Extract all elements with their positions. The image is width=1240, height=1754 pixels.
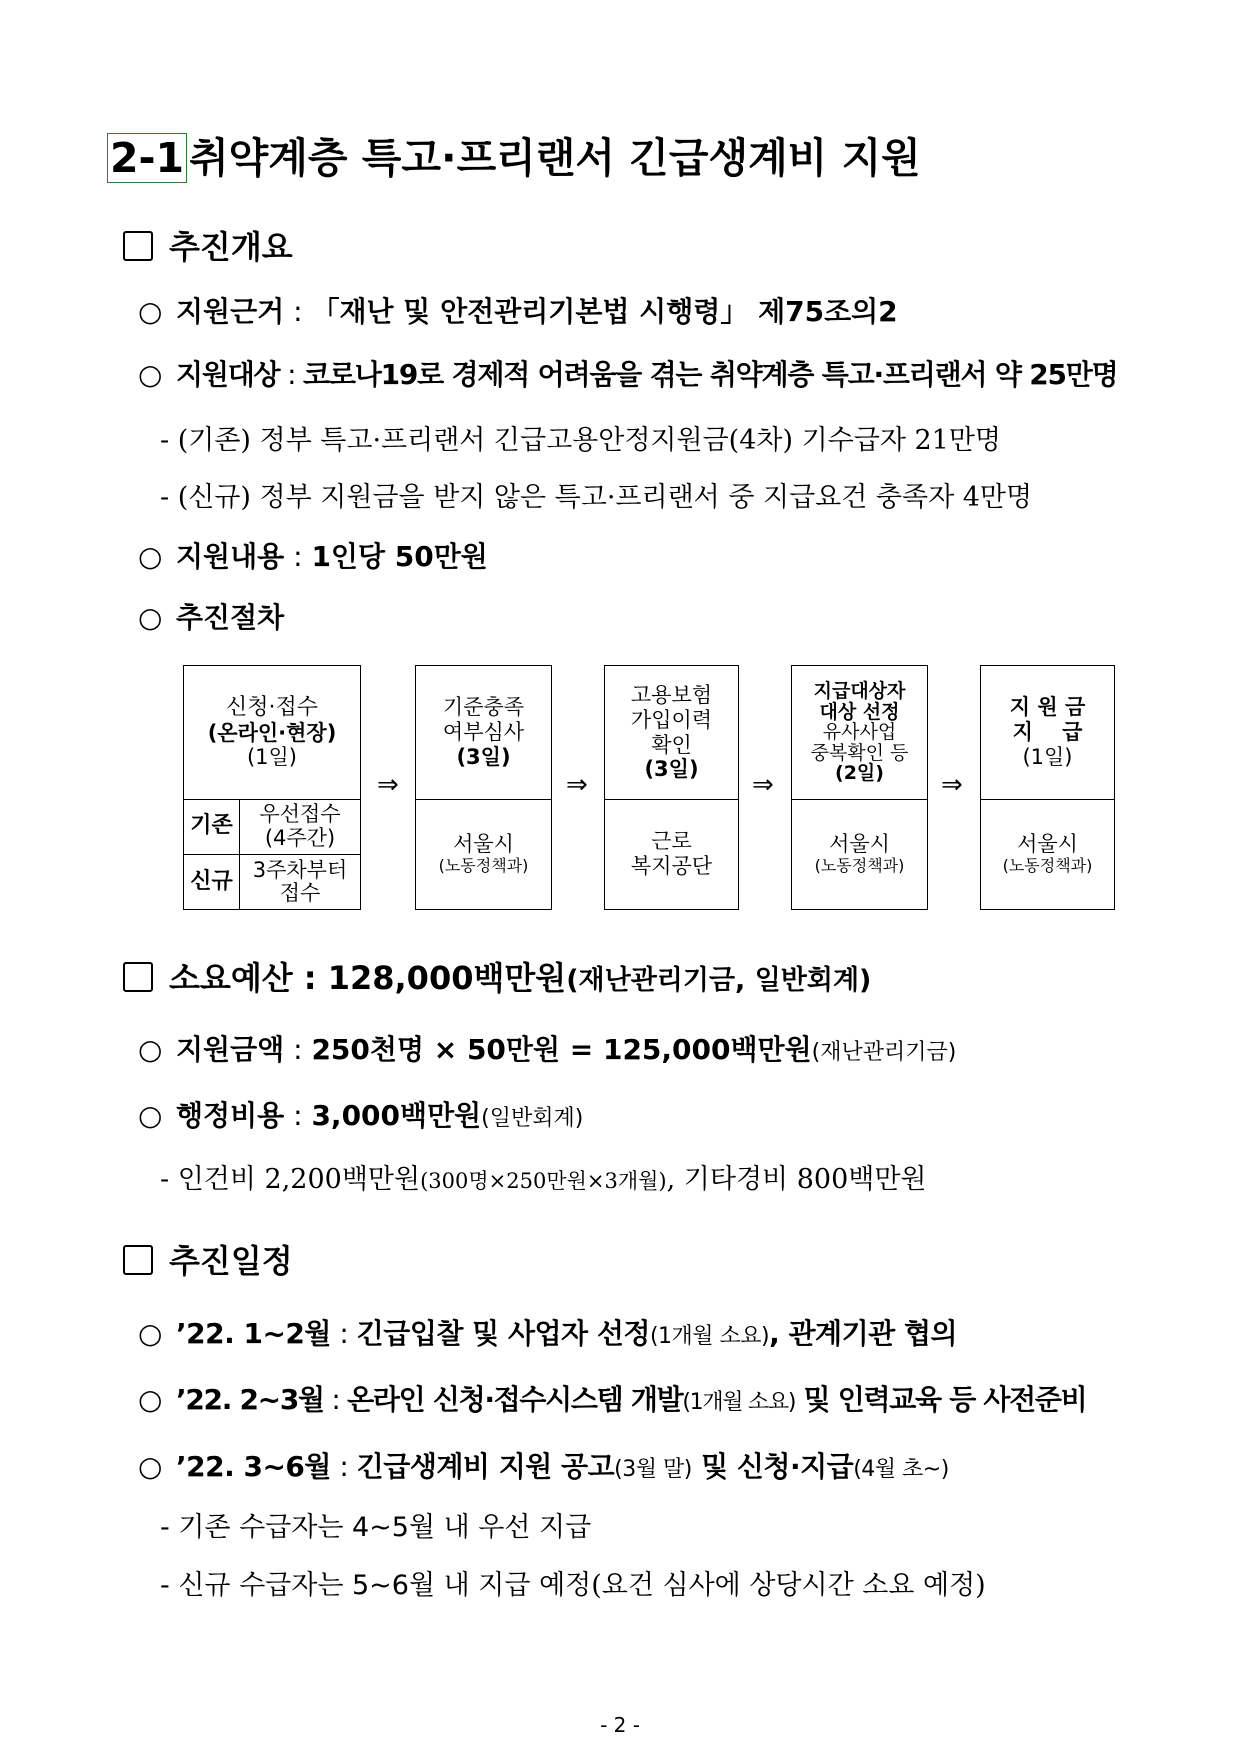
flow-step-screening: 기준충족 여부심사 (3일) 서울시 (노동정책과) bbox=[415, 665, 552, 910]
flow-arrow-icon: ⇒ bbox=[752, 770, 774, 800]
checkbox-square-icon bbox=[123, 231, 153, 261]
new-label: 신규 bbox=[184, 855, 240, 909]
flow-step-insurance-check: 고용보험 가입이력 확인 (3일) 근로 복지공단 bbox=[604, 665, 739, 910]
circle-bullet-icon: ○ bbox=[138, 540, 163, 573]
bullet-target: ○ 지원대상 : 코로나19로 경제적 어려움을 겪는 취약계층 특고·프리랜서 약 25만명 bbox=[138, 358, 1118, 391]
circle-bullet-icon: ○ bbox=[138, 1033, 163, 1066]
checkbox-square-icon bbox=[123, 1245, 153, 1275]
existing-detail: 우선접수 (4주간) bbox=[240, 799, 360, 855]
circle-bullet-icon: ○ bbox=[138, 1099, 163, 1132]
bullet-content: ○ 지원내용 : 1인당 50만원 bbox=[138, 540, 488, 573]
flow-step-selection: 지급대상자 대상 선정 유사사업 중복확인 등 (2일) 서울시 (노동정책과) bbox=[791, 665, 928, 910]
title-text: 취약계층 특고·프리랜서 긴급생계비 지원 bbox=[189, 134, 921, 182]
section-heading-overview: 추진개요 bbox=[123, 222, 293, 268]
bullet-procedure: ○ 추진절차 bbox=[138, 601, 285, 634]
circle-bullet-icon: ○ bbox=[138, 601, 163, 634]
circle-bullet-icon: ○ bbox=[138, 1450, 162, 1483]
section-heading-budget: 소요예산 : 128,000백만원(재난관리기금, 일반회계) bbox=[123, 953, 871, 999]
existing-label: 기존 bbox=[184, 799, 240, 855]
schedule-item-3: ○ ’22. 3~6월 : 긴급생계비 지원 공고(3월 말) 및 신청·지급(4월 초~) bbox=[138, 1450, 949, 1483]
flow-step-payment: 지 원 금 지 급 (1일) 서울시 (노동정책과) bbox=[980, 665, 1115, 910]
admin-detail: - 인건비 2,200백만원(300명×250만원×3개월), 기타경비 800백만원 bbox=[160, 1164, 927, 1195]
flow-arrow-icon: ⇒ bbox=[941, 770, 963, 800]
schedule-sub-existing: - 기존 수급자는 4~5월 내 우선 지급 bbox=[160, 1512, 592, 1543]
section-number: 2-1 bbox=[107, 133, 187, 183]
page-title bbox=[107, 130, 921, 186]
schedule-sub-new: - 신규 수급자는 5~6월 내 지급 예정(요건 심사에 상당시간 소요 예정) bbox=[160, 1570, 986, 1601]
circle-bullet-icon: ○ bbox=[138, 1317, 162, 1350]
circle-bullet-icon: ○ bbox=[138, 1383, 162, 1416]
flow-arrow-icon: ⇒ bbox=[377, 770, 399, 800]
schedule-item-2: ○ ’22. 2~3월 : 온라인 신청·접수시스템 개발(1개월 소요) 및 인력교육 등 사전준비 bbox=[138, 1383, 1087, 1416]
flow-arrow-icon: ⇒ bbox=[566, 770, 588, 800]
flow-step-application: 신청·접수 (온라인·현장) (1일) 기존 우선접수 (4주간) 신규 3주차부터 접수 bbox=[183, 665, 361, 910]
new-detail: 3주차부터 접수 bbox=[252, 857, 348, 905]
bullet-basis: ○ 지원근거 : 「재난 및 안전관리기본법 시행령」 제75조의2 bbox=[138, 295, 898, 328]
target-new: - (신규) 정부 지원금을 받지 않은 특고·프리랜서 중 지급요건 충족자 4만명 bbox=[160, 482, 1033, 513]
page-number: - 2 - bbox=[600, 1713, 640, 1737]
circle-bullet-icon: ○ bbox=[138, 295, 163, 328]
schedule-item-1: ○ ’22. 1~2월 : 긴급입찰 및 사업자 선정(1개월 소요), 관계기관 협의 bbox=[138, 1317, 958, 1350]
bullet-amount: ○ 지원금액 : 250천명 × 50만원 = 125,000백만원(재난관리기금) bbox=[138, 1033, 957, 1066]
checkbox-square-icon bbox=[123, 962, 153, 992]
target-existing: - (기존) 정부 특고·프리랜서 긴급고용안정지원금(4차) 기수급자 21만명 bbox=[160, 425, 1002, 456]
section-heading-schedule: 추진일정 bbox=[123, 1236, 293, 1282]
circle-bullet-icon: ○ bbox=[138, 358, 162, 391]
bullet-admin: ○ 행정비용 : 3,000백만원(일반회계) bbox=[138, 1099, 584, 1132]
